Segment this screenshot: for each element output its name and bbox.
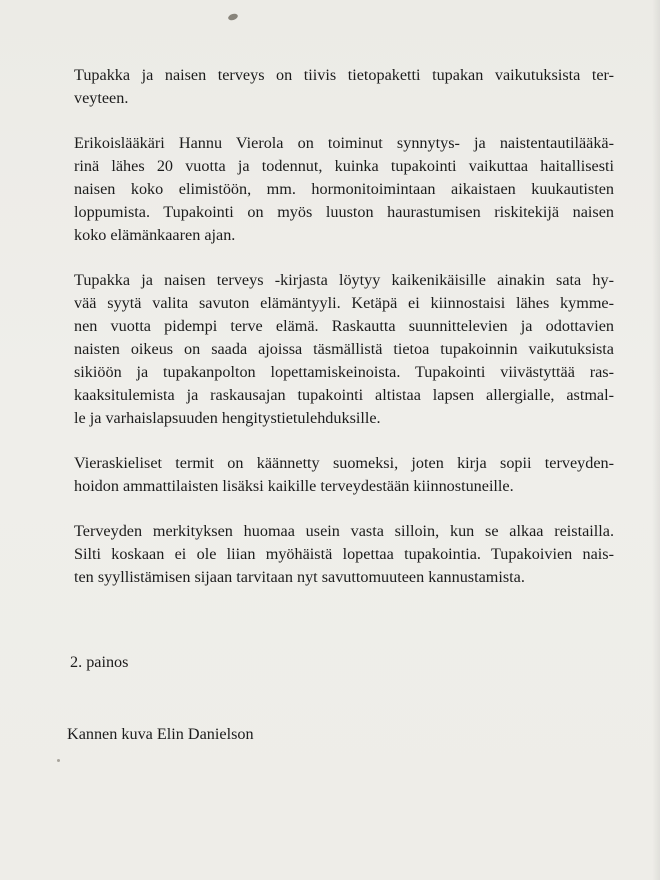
- text-line: rinä lähes 20 vuotta ja todennut, kuinka tupakointi vaikuttaa haitallisesti: [74, 157, 614, 175]
- paper-speck-mark: [57, 759, 60, 762]
- text-line: Terveyden merkityksen huomaa usein vasta silloin, kun se alkaa reistailla.: [74, 522, 614, 540]
- paragraph-author: [74, 132, 614, 247]
- text-line: le ja varhaislapsuuden hengitystietulehduksille.: [74, 409, 381, 427]
- text-line: Tupakka ja naisen terveys -kirjasta löytyy kaikenikäisille ainakin sata hy-: [74, 271, 614, 289]
- blurb-text: [74, 64, 614, 611]
- page-edge-shadow: [652, 0, 660, 880]
- edition-label: 2. painos: [70, 653, 129, 671]
- text-line: nen vuotta pidempi terve elämä. Raskautta suunnittelevien ja odottavien: [74, 317, 614, 335]
- text-line: naisen koko elimistöön, mm. hormonitoimintaan aikaistaen kuukautisten: [74, 180, 614, 198]
- paragraph-intro: [74, 64, 614, 110]
- text-line: Tupakka ja naisen terveys on tiivis tietopaketti tupakan vaikutuksista ter-: [74, 66, 614, 84]
- cover-image-credit: Kannen kuva Elin Danielson: [67, 725, 254, 743]
- text-line: kaaksitulemista ja raskausajan tupakointi altistaa lapsen allergialle, astmal-: [74, 386, 614, 404]
- paragraph-audience: [74, 452, 614, 498]
- text-line: hoidon ammattilaisten lisäksi kaikille terveydestään kiinnostuneille.: [74, 477, 514, 495]
- text-line: Erikoislääkäri Hannu Vierola on toiminut synnytys- ja naistentautilääkä-: [74, 134, 614, 152]
- text-line: ten syyllistämisen sijaan tarvitaan nyt savuttomuuteen kannustamista.: [74, 568, 525, 586]
- text-line: koko elämänkaaren ajan.: [74, 226, 236, 244]
- text-line: naisten oikeus on saada ajoissa täsmällistä tietoa tupakoinnin vaikutuksista: [74, 340, 614, 358]
- paper-speck-mark: [227, 13, 238, 22]
- text-line: loppumista. Tupakointi on myös luuston haurastumisen riskitekijä naisen: [74, 203, 614, 221]
- paragraph-book-contents: [74, 269, 614, 430]
- text-line: Vieraskieliset termit on käännetty suomeksi, joten kirja sopii terveyden-: [74, 454, 614, 472]
- text-line: vää syytä valita savuton elämäntyyli. Ketäpä ei kiinnostaisi lähes kymme-: [74, 294, 614, 312]
- paragraph-closing: [74, 520, 614, 589]
- text-line: sikiöön ja tupakanpolton lopettamiskeinoista. Tupakointi viivästyttää ras-: [74, 363, 614, 381]
- text-line: veyteen.: [74, 89, 129, 107]
- text-line: Silti koskaan ei ole liian myöhäistä lopettaa tupakointia. Tupakoivien nais-: [74, 545, 614, 563]
